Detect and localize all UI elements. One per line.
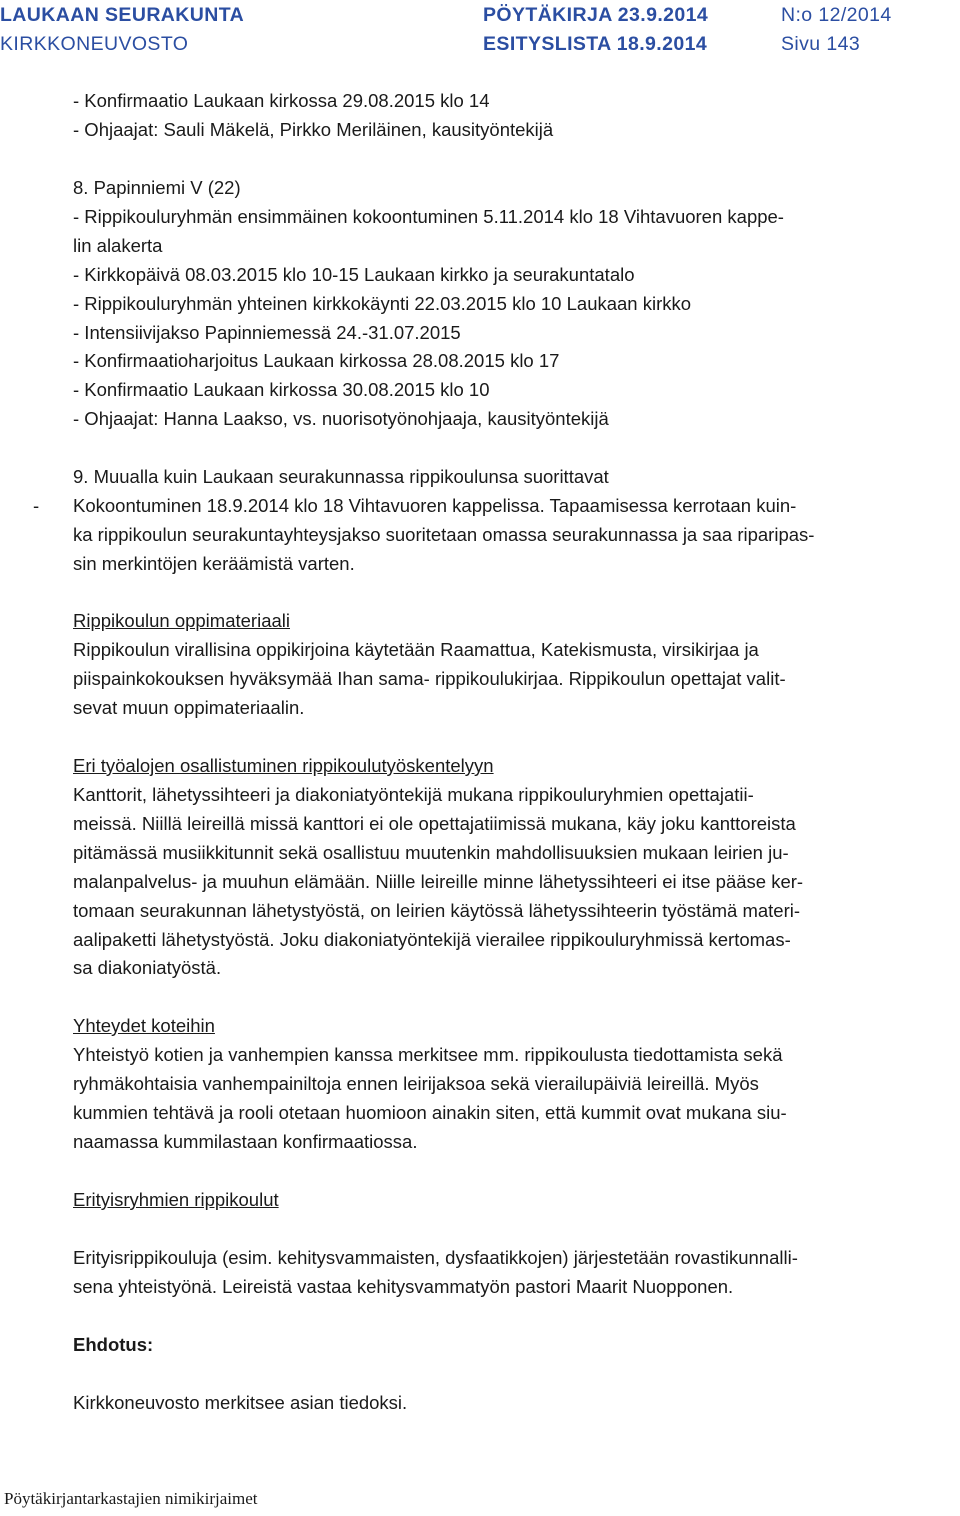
body-line: - Kirkkopäivä 08.03.2015 klo 10-15 Laukaan kirkko ja seurakuntatalo bbox=[73, 264, 635, 285]
body-line: Yhteistyö kotien ja vanhempien kanssa merkitsee mm. rippikoulusta tiedottamista sekä bbox=[73, 1044, 783, 1065]
body-line: piispainkokouksen hyväksymää Ihan sama- rippikoulukirjaa. Rippikoulun opettajat valit- bbox=[73, 668, 786, 689]
subheading-materials: Rippikoulun oppimateriaali bbox=[73, 610, 290, 631]
footer-initials-label: Pöytäkirjantarkastajien nimikirjaimet bbox=[4, 1489, 258, 1508]
body-line: - Intensiivijakso Papinniemessä 24.-31.07.2015 bbox=[73, 322, 461, 343]
body-line: tomaan seurakunnan lähetystyöstä, on leirien käytössä lähetyssihteerin työstämä materi- bbox=[73, 900, 801, 921]
body-line: - Konfirmaatio Laukaan kirkossa 29.08.2015 klo 14 bbox=[73, 90, 490, 111]
document-header-bottom bbox=[0, 33, 960, 63]
bullet-dash: - bbox=[33, 495, 40, 516]
section-heading: 9. Muualla kuin Laukaan seurakunnassa rippikoulunsa suorittavat bbox=[73, 466, 609, 487]
body-line: sin merkintöjen keräämistä varten. bbox=[73, 553, 355, 574]
body-line: malanpalvelus- ja muuhun elämään. Niille leireille minne lähetyssihteeri ei itse pääse ker- bbox=[73, 871, 804, 892]
body-line: lin alakerta bbox=[73, 235, 163, 256]
subheading-participation: Eri työalojen osallistuminen rippikoulutyöskentelyyn bbox=[73, 755, 494, 776]
body-line: sena yhteistyönä. Leireistä vastaa kehitysvammatyön pastori Maarit Nuopponen. bbox=[73, 1276, 734, 1297]
agenda-title: ESITYSLISTA 18.9.2014 bbox=[483, 33, 708, 55]
body-line: Rippikoulun virallisina oppikirjoina käytetään Raamattua, Katekismusta, virsikirjaa ja bbox=[73, 639, 759, 660]
body-line: meissä. Niillä leireillä missä kanttori ei ole opettajatiimissä mukana, käy joku kanttoreista bbox=[73, 813, 796, 834]
body-line: - Ohjaajat: Sauli Mäkelä, Pirkko Meriläinen, kausityöntekijä bbox=[73, 119, 554, 140]
proposal-text: Kirkkoneuvosto merkitsee asian tiedoksi. bbox=[73, 1392, 408, 1413]
body-line: Kokoontuminen 18.9.2014 klo 18 Vihtavuoren kappelissa. Tapaamisessa kerrotaan kuin- bbox=[73, 495, 797, 516]
subheading-special-groups: Erityisryhmien rippikoulut bbox=[73, 1189, 279, 1210]
body-line: sa diakoniatyöstä. bbox=[73, 957, 222, 978]
minutes-title: PÖYTÄKIRJA 23.9.2014 bbox=[483, 4, 709, 26]
body-line: kummien tehtävä ja rooli otetaan huomioon ainakin siten, että kummit ovat mukana siu- bbox=[73, 1102, 787, 1123]
minutes-number: N:o 12/2014 bbox=[781, 4, 892, 26]
body-line: naamassa kummilastaan konfirmaatiossa. bbox=[73, 1131, 418, 1152]
page-number: Sivu 143 bbox=[781, 33, 861, 55]
body-line: ryhmäkohtaisia vanhempainiltoja ennen leirijaksoa sekä vierailupäiviä leireillä. Myös bbox=[73, 1073, 759, 1094]
body-line: sevat muun oppimateriaalin. bbox=[73, 697, 305, 718]
subheading-homes: Yhteydet koteihin bbox=[73, 1015, 215, 1036]
proposal-heading: Ehdotus: bbox=[73, 1334, 154, 1355]
section-heading: 8. Papinniemi V (22) bbox=[73, 177, 241, 198]
body-line: pitämässä musiikkitunnit sekä osallistuu muutenkin mahdollisuuksien mukaan leirien ju- bbox=[73, 842, 789, 863]
body-line: - Ohjaajat: Hanna Laakso, vs. nuorisotyönohjaaja, kausityöntekijä bbox=[73, 408, 609, 429]
board-name: KIRKKONEUVOSTO bbox=[0, 33, 189, 55]
body-line: ka rippikoulun seurakuntayhteysjakso suoritetaan omassa seurakunnassa ja saa riparipas- bbox=[73, 524, 815, 545]
body-line: aalipaketti lähetystyöstä. Joku diakoniatyöntekijä vierailee rippikouluryhmissä kertomas- bbox=[73, 929, 791, 950]
body-line: - Konfirmaatioharjoitus Laukaan kirkossa 28.08.2015 klo 17 bbox=[73, 350, 560, 371]
body-line: Erityisrippikouluja (esim. kehitysvammaisten, dysfaatikkojen) järjestetään rovastikunnalli- bbox=[73, 1247, 798, 1268]
parish-name: LAUKAAN SEURAKUNTA bbox=[0, 4, 245, 26]
body-line: - Konfirmaatio Laukaan kirkossa 30.08.2015 klo 10 bbox=[73, 379, 490, 400]
document-header-top bbox=[0, 4, 960, 34]
body-line: - Rippikouluryhmän yhteinen kirkkokäynti 22.03.2015 klo 10 Laukaan kirkko bbox=[73, 293, 692, 314]
body-line: Kanttorit, lähetyssihteeri ja diakoniatyöntekijä mukana rippikouluryhmien opettajatii- bbox=[73, 784, 754, 805]
body-line: - Rippikouluryhmän ensimmäinen kokoontuminen 5.11.2014 klo 18 Vihtavuoren kappe- bbox=[73, 206, 784, 227]
